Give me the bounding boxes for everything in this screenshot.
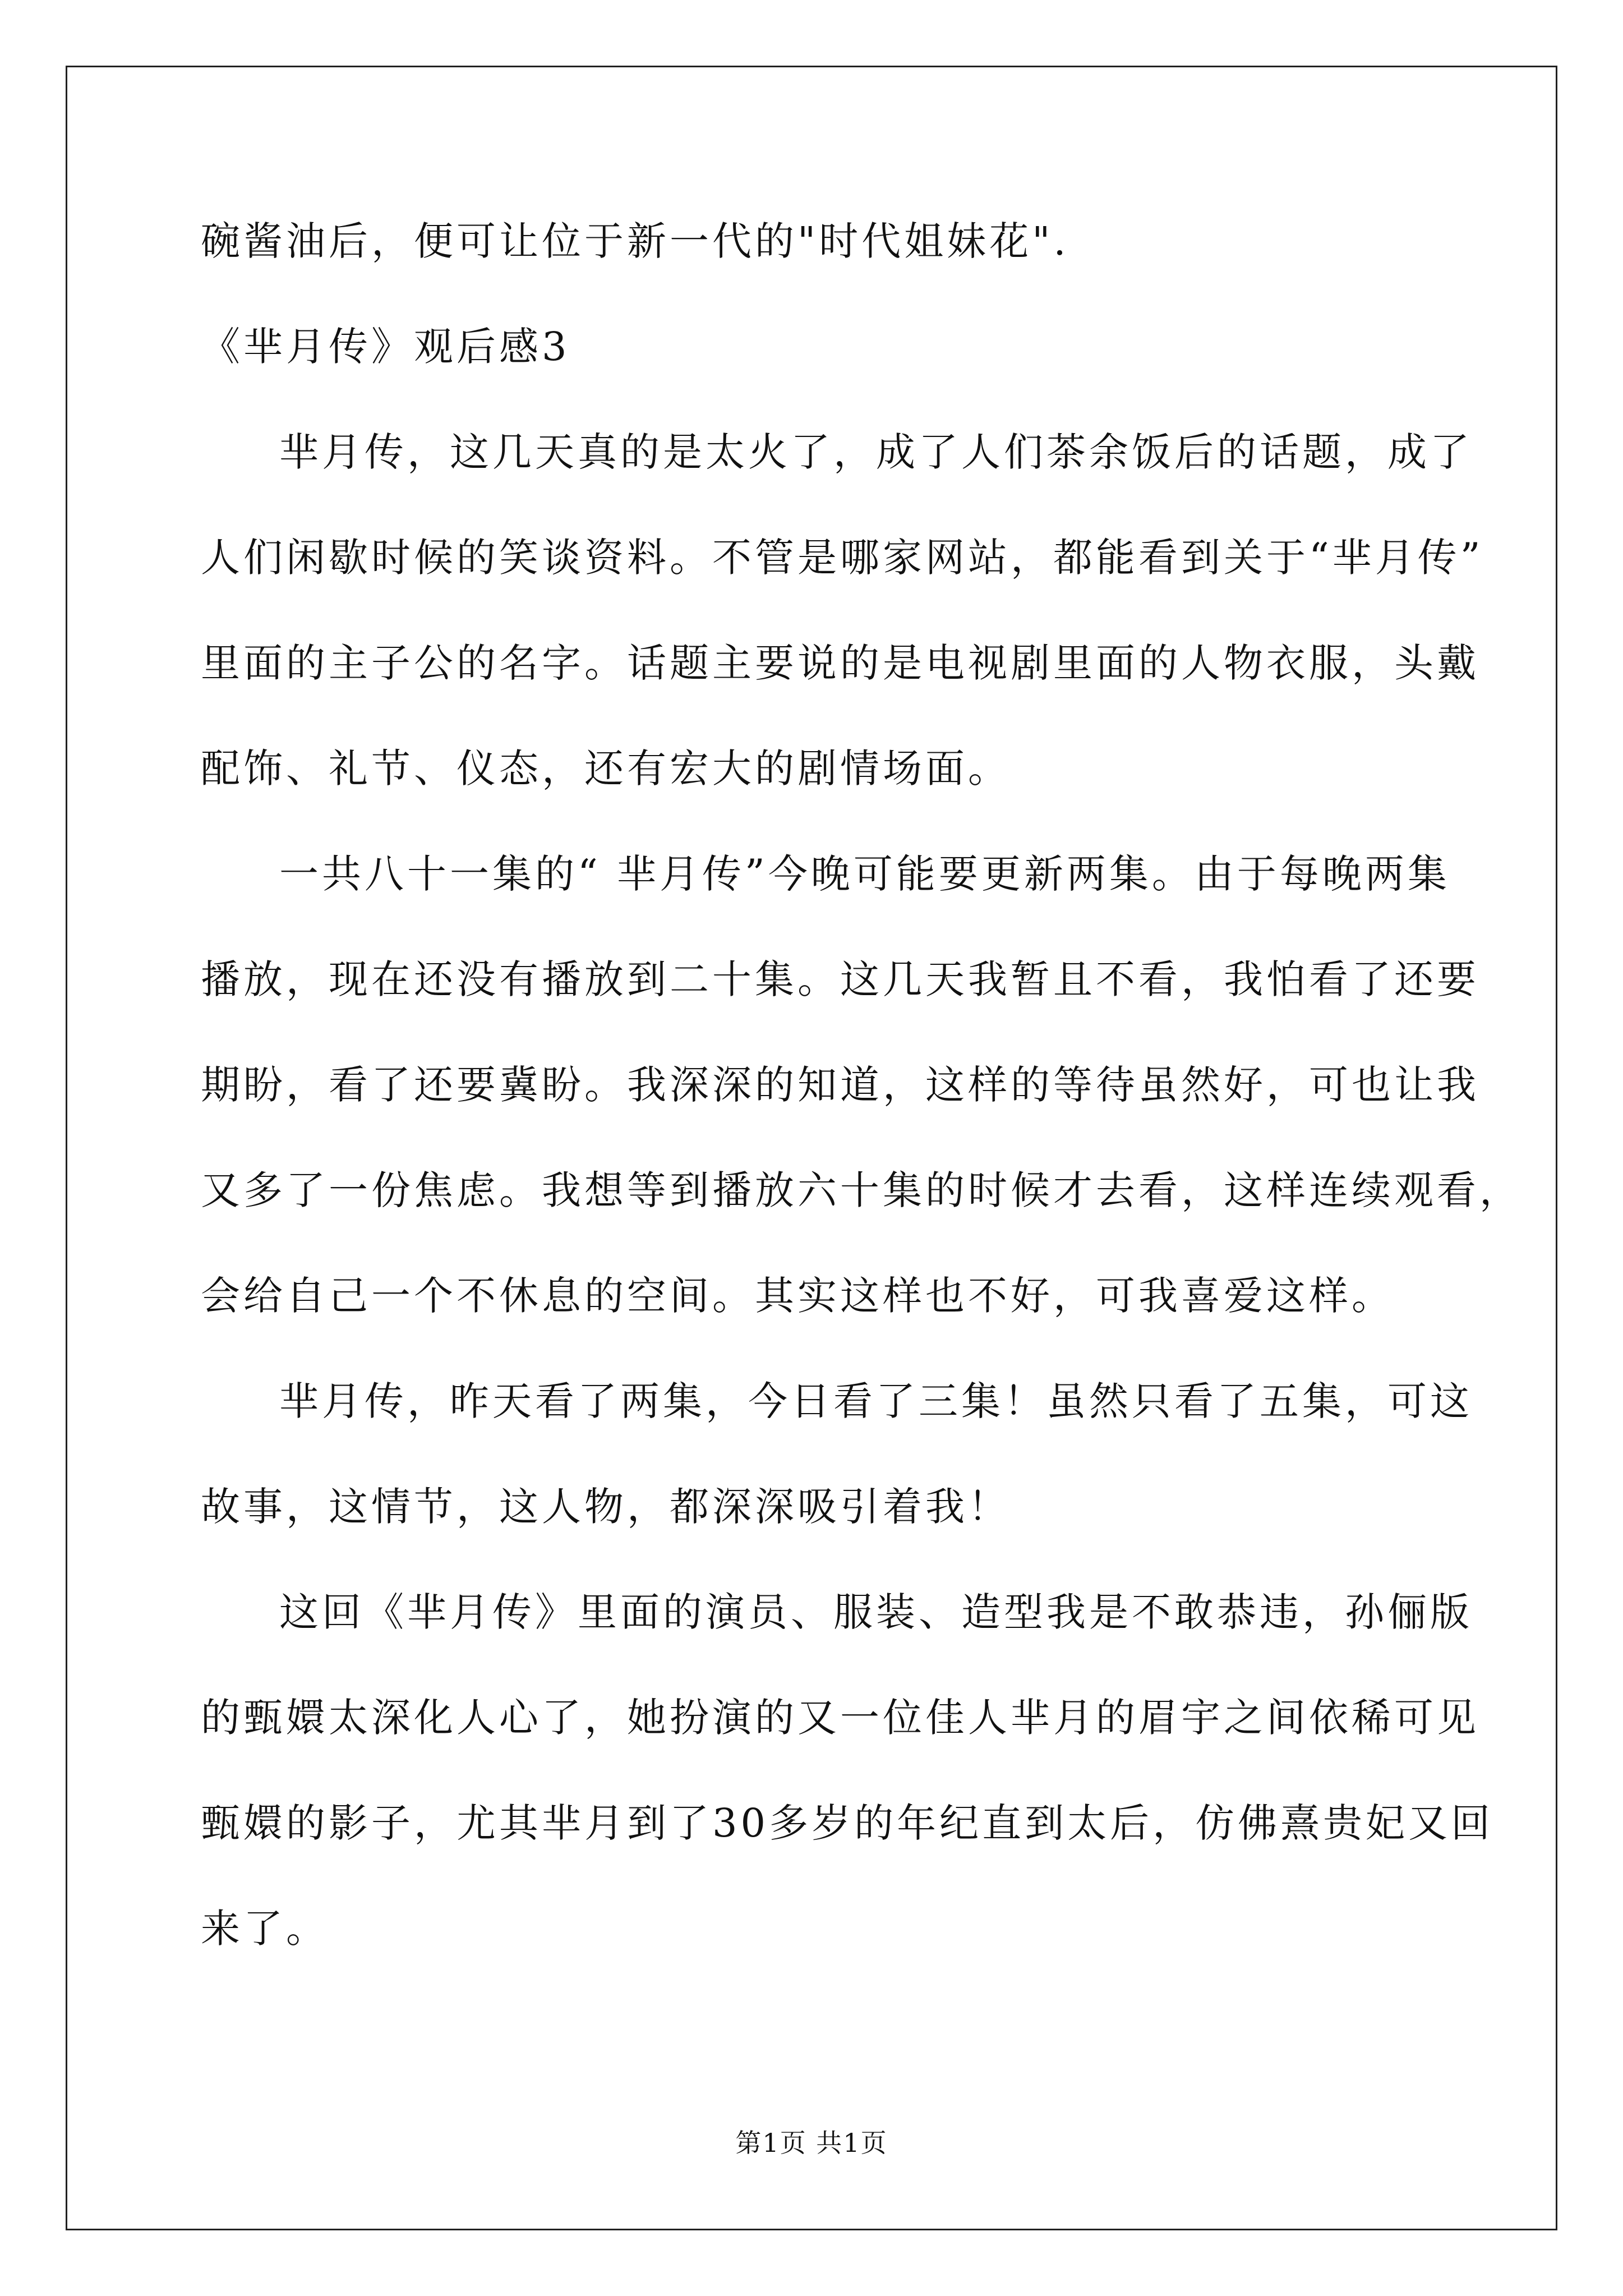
text-line: 故事，这情节，这人物，都深深吸引着我！ <box>201 1484 1011 1530</box>
text-line: 期盼，看了还要冀盼。我深深的知道，这样的等待虽然好，可也让我 <box>201 1062 1479 1108</box>
text-line: 会给自己一个不休息的空间。其实这样也不好，可我喜爱这样。 <box>201 1273 1394 1319</box>
text-line: 来了。 <box>201 1906 329 1952</box>
text-line: 一共八十一集的“ 芈月传”今晚可能要更新两集。由于每晚两集 <box>279 851 1450 897</box>
text-line: 碗酱油后，便可让位于新一代的"时代姐妹花". <box>201 218 1069 264</box>
text-line: 又多了一份焦虑。我想等到播放六十集的时候才去看，这样连续观看， <box>201 1167 1522 1213</box>
text-line: 播放，现在还没有播放到二十集。这几天我暂且不看，我怕看了还要 <box>201 956 1479 1002</box>
text-line: 甄嬛的影子，尤其芈月到了30多岁的年纪直到太后，仿佛熹贵妃又回 <box>201 1800 1494 1846</box>
text-line: 芈月传，这几天真的是太火了，成了人们茶余饭后的话题，成了 <box>279 429 1473 475</box>
section-title: 《芈月传》观后感3 <box>201 324 570 370</box>
text-line: 配饰、礼节、仪态，还有宏大的剧情场面。 <box>201 746 1011 792</box>
text-line: 这回《芈月传》里面的演员、服装、造型我是不敢恭违，孙俪版 <box>279 1589 1473 1635</box>
text-line: 芈月传，昨天看了两集，今日看了三集！虽然只看了五集，可这 <box>279 1378 1473 1424</box>
text-line: 人们闲歇时候的笑谈资料。不管是哪家网站，都能看到关于“芈月传” <box>201 535 1484 581</box>
page-footer: 第1页 共1页 <box>735 2128 888 2158</box>
text-line: 的甄嬛太深化人心了，她扮演的又一位佳人芈月的眉宇之间依稀可见 <box>201 1695 1479 1741</box>
text-line: 里面的主子公的名字。话题主要说的是电视剧里面的人物衣服，头戴 <box>201 640 1479 686</box>
